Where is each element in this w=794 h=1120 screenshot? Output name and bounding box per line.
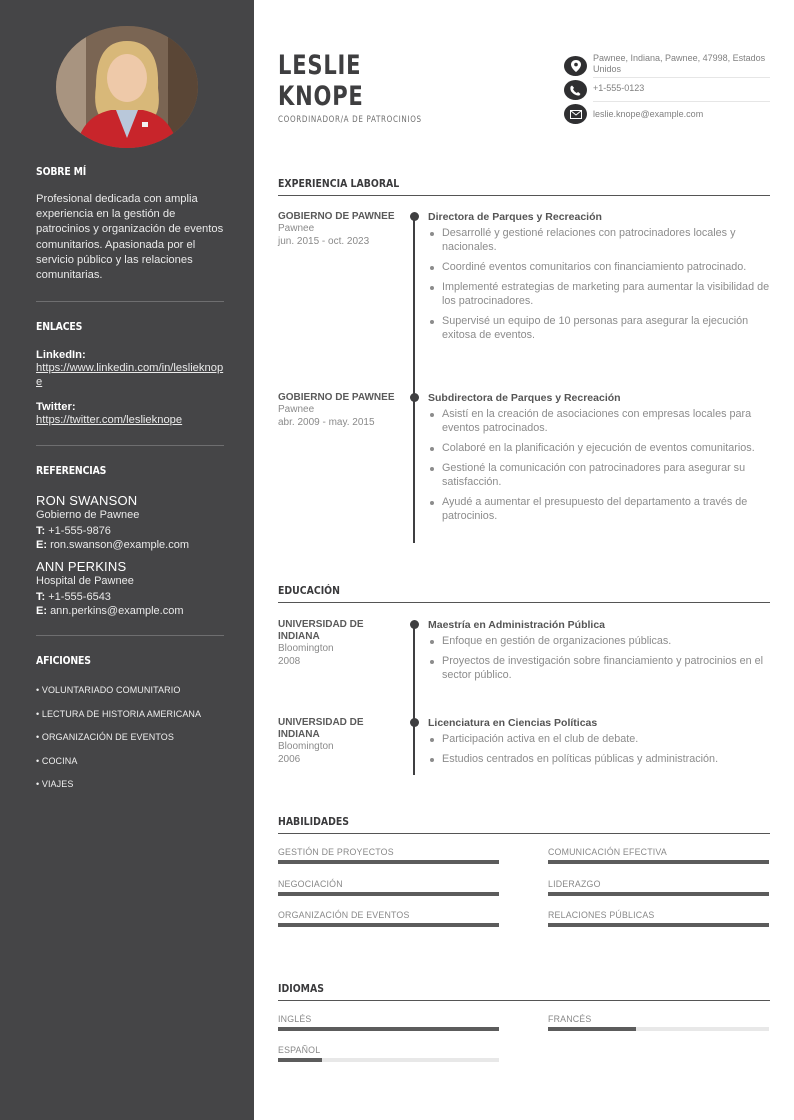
skill-bar-fill — [548, 892, 769, 896]
language-bar — [548, 1027, 769, 1031]
phone-text[interactable]: +1-555-0123 — [593, 79, 770, 102]
mail-icon — [564, 104, 587, 124]
skill-item — [278, 879, 499, 896]
timeline-line — [413, 623, 415, 775]
language-bar-fill — [278, 1027, 499, 1031]
email-value: ann.perkins@example.com — [50, 605, 184, 618]
hobby-item: • VOLUNTARIADO COMUNITARIO — [36, 685, 181, 696]
link-label: LinkedIn: — [36, 349, 86, 362]
languages-heading-text: IDIOMAS — [278, 982, 324, 995]
references-heading: REFERENCIAS — [36, 464, 107, 478]
skill-bar — [548, 860, 769, 864]
skill-bar-fill — [548, 923, 769, 927]
experience-heading-text: EXPERIENCIA LABORAL — [278, 177, 400, 190]
link-twitter — [36, 401, 224, 427]
language-item — [278, 1014, 499, 1031]
reference-name: RON SWANSON — [36, 493, 138, 509]
reference-phone — [36, 591, 224, 603]
timeline-dot — [410, 212, 419, 221]
divider — [36, 635, 224, 636]
hobbies-heading: AFICIONES — [36, 654, 91, 668]
experience-bullet: Gestioné la comunicación con patrocinadores para asegurar su satisfacción. — [428, 462, 770, 490]
skill-bar — [548, 892, 769, 896]
education-bullet: Participación activa en el club de debate. — [428, 733, 770, 747]
experience-location: Pawnee — [278, 223, 315, 234]
education-bullet: Enfoque en gestión de organizaciones públicas. — [428, 635, 770, 649]
skill-bar — [278, 860, 499, 864]
language-label: ESPAÑOL — [278, 1045, 321, 1055]
contact-email — [564, 104, 770, 124]
reference-item — [36, 493, 224, 551]
location-icon — [564, 56, 587, 76]
link-label: Twitter: — [36, 401, 76, 414]
skill-item — [278, 910, 499, 927]
language-bar-fill — [278, 1058, 322, 1062]
skill-label: NEGOCIACIÓN — [278, 879, 343, 889]
full-name — [278, 50, 364, 112]
education-bullet: Proyectos de investigación sobre financiamiento y patrocinios en el sector público. — [428, 655, 770, 683]
skills-heading-text: HABILIDADES — [278, 815, 349, 828]
phone-value: +1-555-9876 — [48, 525, 111, 538]
reference-phone — [36, 525, 224, 537]
first-name: LESLIE — [278, 50, 362, 81]
skill-bar-fill — [548, 860, 769, 864]
link-linkedin — [36, 349, 224, 389]
skill-bar-fill — [278, 923, 499, 927]
links-heading: ENLACES — [36, 320, 83, 334]
hobby-item: • LECTURA DE HISTORIA AMERICANA — [36, 708, 202, 719]
language-bar — [278, 1027, 499, 1031]
divider — [36, 301, 224, 302]
skill-label: COMUNICACIÓN EFECTIVA — [548, 847, 667, 857]
address-text: Pawnee, Indiana, Pawnee, 47998, Estados Unidos — [593, 53, 770, 78]
skill-label: ORGANIZACIÓN DE EVENTOS — [278, 910, 410, 920]
skills-heading — [278, 815, 770, 834]
reference-email — [36, 539, 224, 551]
experience-title: Directora de Parques y Recreación — [428, 211, 602, 223]
experience-bullet: Colaboré en la planificación y ejecución de eventos comunitarios. — [428, 442, 770, 456]
divider — [36, 445, 224, 446]
experience-org: GOBIERNO DE PAWNEE — [278, 392, 395, 403]
skill-item — [548, 910, 769, 927]
phone-value: +1-555-6543 — [48, 591, 111, 604]
experience-org: GOBIERNO DE PAWNEE — [278, 211, 395, 222]
skill-item — [548, 847, 769, 864]
reference-org: Gobierno de Pawnee — [36, 509, 140, 522]
experience-dates: jun. 2015 - oct. 2023 — [278, 235, 370, 247]
email-label: E: — [36, 539, 47, 552]
contact-address — [564, 53, 770, 78]
phone-label: T: — [36, 525, 46, 538]
contact-phone — [564, 79, 770, 102]
education-timeline — [278, 619, 770, 777]
timeline-dot — [410, 393, 419, 402]
skill-item — [278, 847, 499, 864]
education-bullet: Estudios centrados en políticas públicas y administración. — [428, 753, 770, 767]
education-degree: Licenciatura en Ciencias Políticas — [428, 717, 598, 729]
reference-org: Hospital de Pawnee — [36, 575, 134, 588]
education-heading — [278, 584, 770, 603]
language-item — [548, 1014, 769, 1031]
experience-timeline — [278, 211, 770, 546]
experience-dates: abr. 2009 - may. 2015 — [278, 416, 375, 428]
skill-bar — [548, 923, 769, 927]
skill-bar-fill — [278, 892, 499, 896]
language-item — [278, 1045, 499, 1062]
about-heading: SOBRE MÍ — [36, 165, 87, 178]
job-title: COORDINADOR/A DE PATROCINIOS — [278, 115, 422, 125]
timeline-line — [413, 215, 415, 543]
reference-name: ANN PERKINS — [36, 559, 127, 575]
timeline-dot — [410, 620, 419, 629]
experience-location: Pawnee — [278, 404, 315, 415]
portrait-image — [56, 26, 198, 148]
experience-bullet: Asistí en la creación de asociaciones con empresas locales para eventos patrocinados. — [428, 408, 770, 436]
phone-icon — [564, 80, 587, 100]
education-year: 2008 — [278, 655, 301, 667]
email-label: E: — [36, 605, 47, 618]
education-degree: Maestría en Administración Pública — [428, 619, 605, 631]
skill-label: GESTIÓN DE PROYECTOS — [278, 847, 394, 857]
education-heading-text: EDUCACIÓN — [278, 584, 340, 597]
languages-heading — [278, 982, 770, 1001]
education-school: UNIVERSIDAD DE INDIANA — [278, 717, 364, 740]
skill-label: LIDERAZGO — [548, 879, 601, 889]
sidebar — [0, 0, 254, 1120]
skill-item — [548, 879, 769, 896]
skill-bar-fill — [278, 860, 499, 864]
education-year: 2006 — [278, 753, 301, 765]
linkedin-link[interactable]: https://www.linkedin.com/in/leslieknope — [36, 362, 224, 389]
profile-photo — [56, 26, 198, 148]
experience-bullet: Supervisé un equipo de 10 personas para asegurar la ejecución exitosa de eventos. — [428, 315, 770, 343]
language-bar-fill — [548, 1027, 636, 1031]
hobby-item: • ORGANIZACIÓN DE EVENTOS — [36, 732, 175, 743]
education-location: Bloomington — [278, 741, 334, 752]
about-text: Profesional dedicada con amplia experiencia en la gestión de patrocinios y organización de eventos comunitarios. Apasionada por el servicio público y las relaciones comunitarias. — [36, 193, 224, 282]
skill-bar — [278, 923, 499, 927]
experience-bullet: Desarrollé y gestioné relaciones con patrocinadores locales y nacionales. — [428, 227, 770, 255]
twitter-link[interactable]: https://twitter.com/leslieknope — [36, 414, 183, 427]
experience-bullet: Coordiné eventos comunitarios con financiamiento patrocinado. — [428, 261, 770, 275]
hobby-item: • VIAJES — [36, 779, 74, 790]
skill-bar — [278, 892, 499, 896]
experience-title: Subdirectora de Parques y Recreación — [428, 392, 621, 404]
hobby-item: • COCINA — [36, 755, 78, 766]
email-text[interactable]: leslie.knope@example.com — [593, 109, 704, 120]
timeline-dot — [410, 718, 419, 727]
language-label: INGLÉS — [278, 1014, 312, 1024]
language-label: FRANCÉS — [548, 1014, 592, 1024]
email-value: ron.swanson@example.com — [50, 539, 190, 552]
language-bar — [278, 1058, 499, 1062]
education-location: Bloomington — [278, 643, 334, 654]
last-name: KNOPE — [278, 81, 364, 112]
experience-heading — [278, 177, 770, 196]
education-school: UNIVERSIDAD DE INDIANA — [278, 619, 364, 642]
phone-label: T: — [36, 591, 46, 604]
experience-bullet: Ayudé a aumentar el presupuesto del departamento a través de patrocinios. — [428, 496, 770, 524]
reference-item — [36, 559, 224, 617]
reference-email — [36, 605, 224, 617]
experience-bullet: Implementé estrategias de marketing para aumentar la visibilidad de los patrocinadores. — [428, 281, 770, 309]
skill-label: RELACIONES PÚBLICAS — [548, 910, 655, 920]
